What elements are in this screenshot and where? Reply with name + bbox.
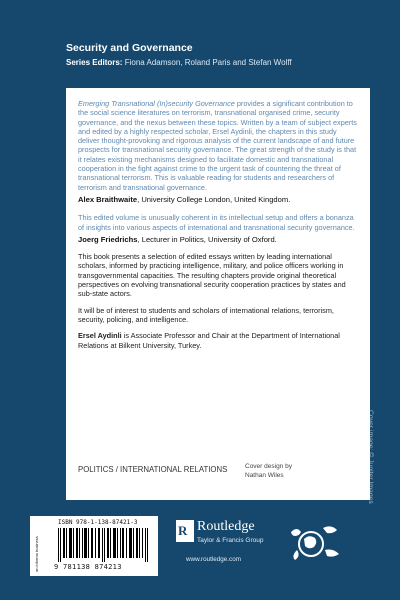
barcode-number: 9 781138 874213 [54,563,122,571]
book-title: Emerging Transnational (In)security Governance [78,99,235,108]
quote-1-author: Alex Braithwaite [78,194,138,204]
quote-2-affiliation: , Lecturer in Politics, University of Oxford. [137,234,277,244]
cover-image-credit: Cover image: © Jupiter Images [367,410,374,504]
quote-2-author: Joerg Friedrichs [78,234,138,244]
cover-design-label: Cover design by [245,463,292,470]
series-title: Security and Governance [66,42,193,54]
panel-content [78,99,360,350]
quote-1-affiliation: , University College London, United Kingdom. [137,194,291,204]
quote-1-attribution [78,195,360,204]
editor-name: Ersel Aydinli [78,331,122,341]
subject-category: POLITICS / INTERNATIONAL RELATIONS [78,465,228,474]
editor-bio-text: is Associate Professor and Chair at the Department of International Relations at Bilkent University, Turkey. [78,331,340,350]
cover-design-credit [245,463,292,480]
svg-text:R: R [178,523,188,538]
barcode-icon [58,528,150,562]
quote-2-attribution [78,235,360,244]
publisher-url[interactable]: www.routledge.com [186,556,241,563]
routledge-logo-icon [176,520,194,542]
publisher-group: Taylor & Francis Group [197,537,264,544]
editor-bio [78,331,360,350]
publisher-emblem-icon [287,520,343,564]
book-description: This book presents a selection of edited essays written by leading international scholars, informed by practicing intelligence, military, and police officers working in transgovernmental capacities. The resulting chapters provide original theoretical perspectives on evolving transnational security cooperation practices by states and sub-state actors. [78,252,346,299]
endorsement-quote-1 [78,99,360,192]
endorsement-quote-2: This edited volume is unusually coherent in its intellectual setup and offers a bonanza of insights into various aspects of international and transnational security governance. [78,213,355,232]
audience-statement: It will be of interest to students and scholars of international relations, terrorism, security, policing, and intelligence. [78,305,334,324]
quote-1-text: provides a significant contribution to the social science literatures on terrorism, transnational organised crime, security governance, and the nexus between these topics. Written by a team of subject experts and edited by a highly respected scholar, Ersel Aydinli, the chapters in this study deliver thought-provoking and rigorous analysis of the current landscape of and future prospects for transnational security governance. The great strength of the study is that it relates existing mechanisms designed to facilitate domestic and transnational cooperation in the fight against crime to the urgent task of countering the threat of transnational terrorism. This is valuable reading for students and researchers of terrorism and transnational governance. [78,99,357,192]
isbn-text: ISBN 978-1-138-87421-3 [58,519,138,526]
informa-side-text: an informa business [34,536,39,572]
cover-designer-name: Nathan Wiles [245,471,284,479]
series-editors [66,58,292,67]
series-editors-names: Fiona Adamson, Roland Paris and Stefan Wolff [124,58,292,67]
series-editors-label: Series Editors: [66,58,123,67]
text-panel [66,88,370,500]
publisher-name: Routledge [197,519,255,534]
barcode-panel [30,516,158,576]
